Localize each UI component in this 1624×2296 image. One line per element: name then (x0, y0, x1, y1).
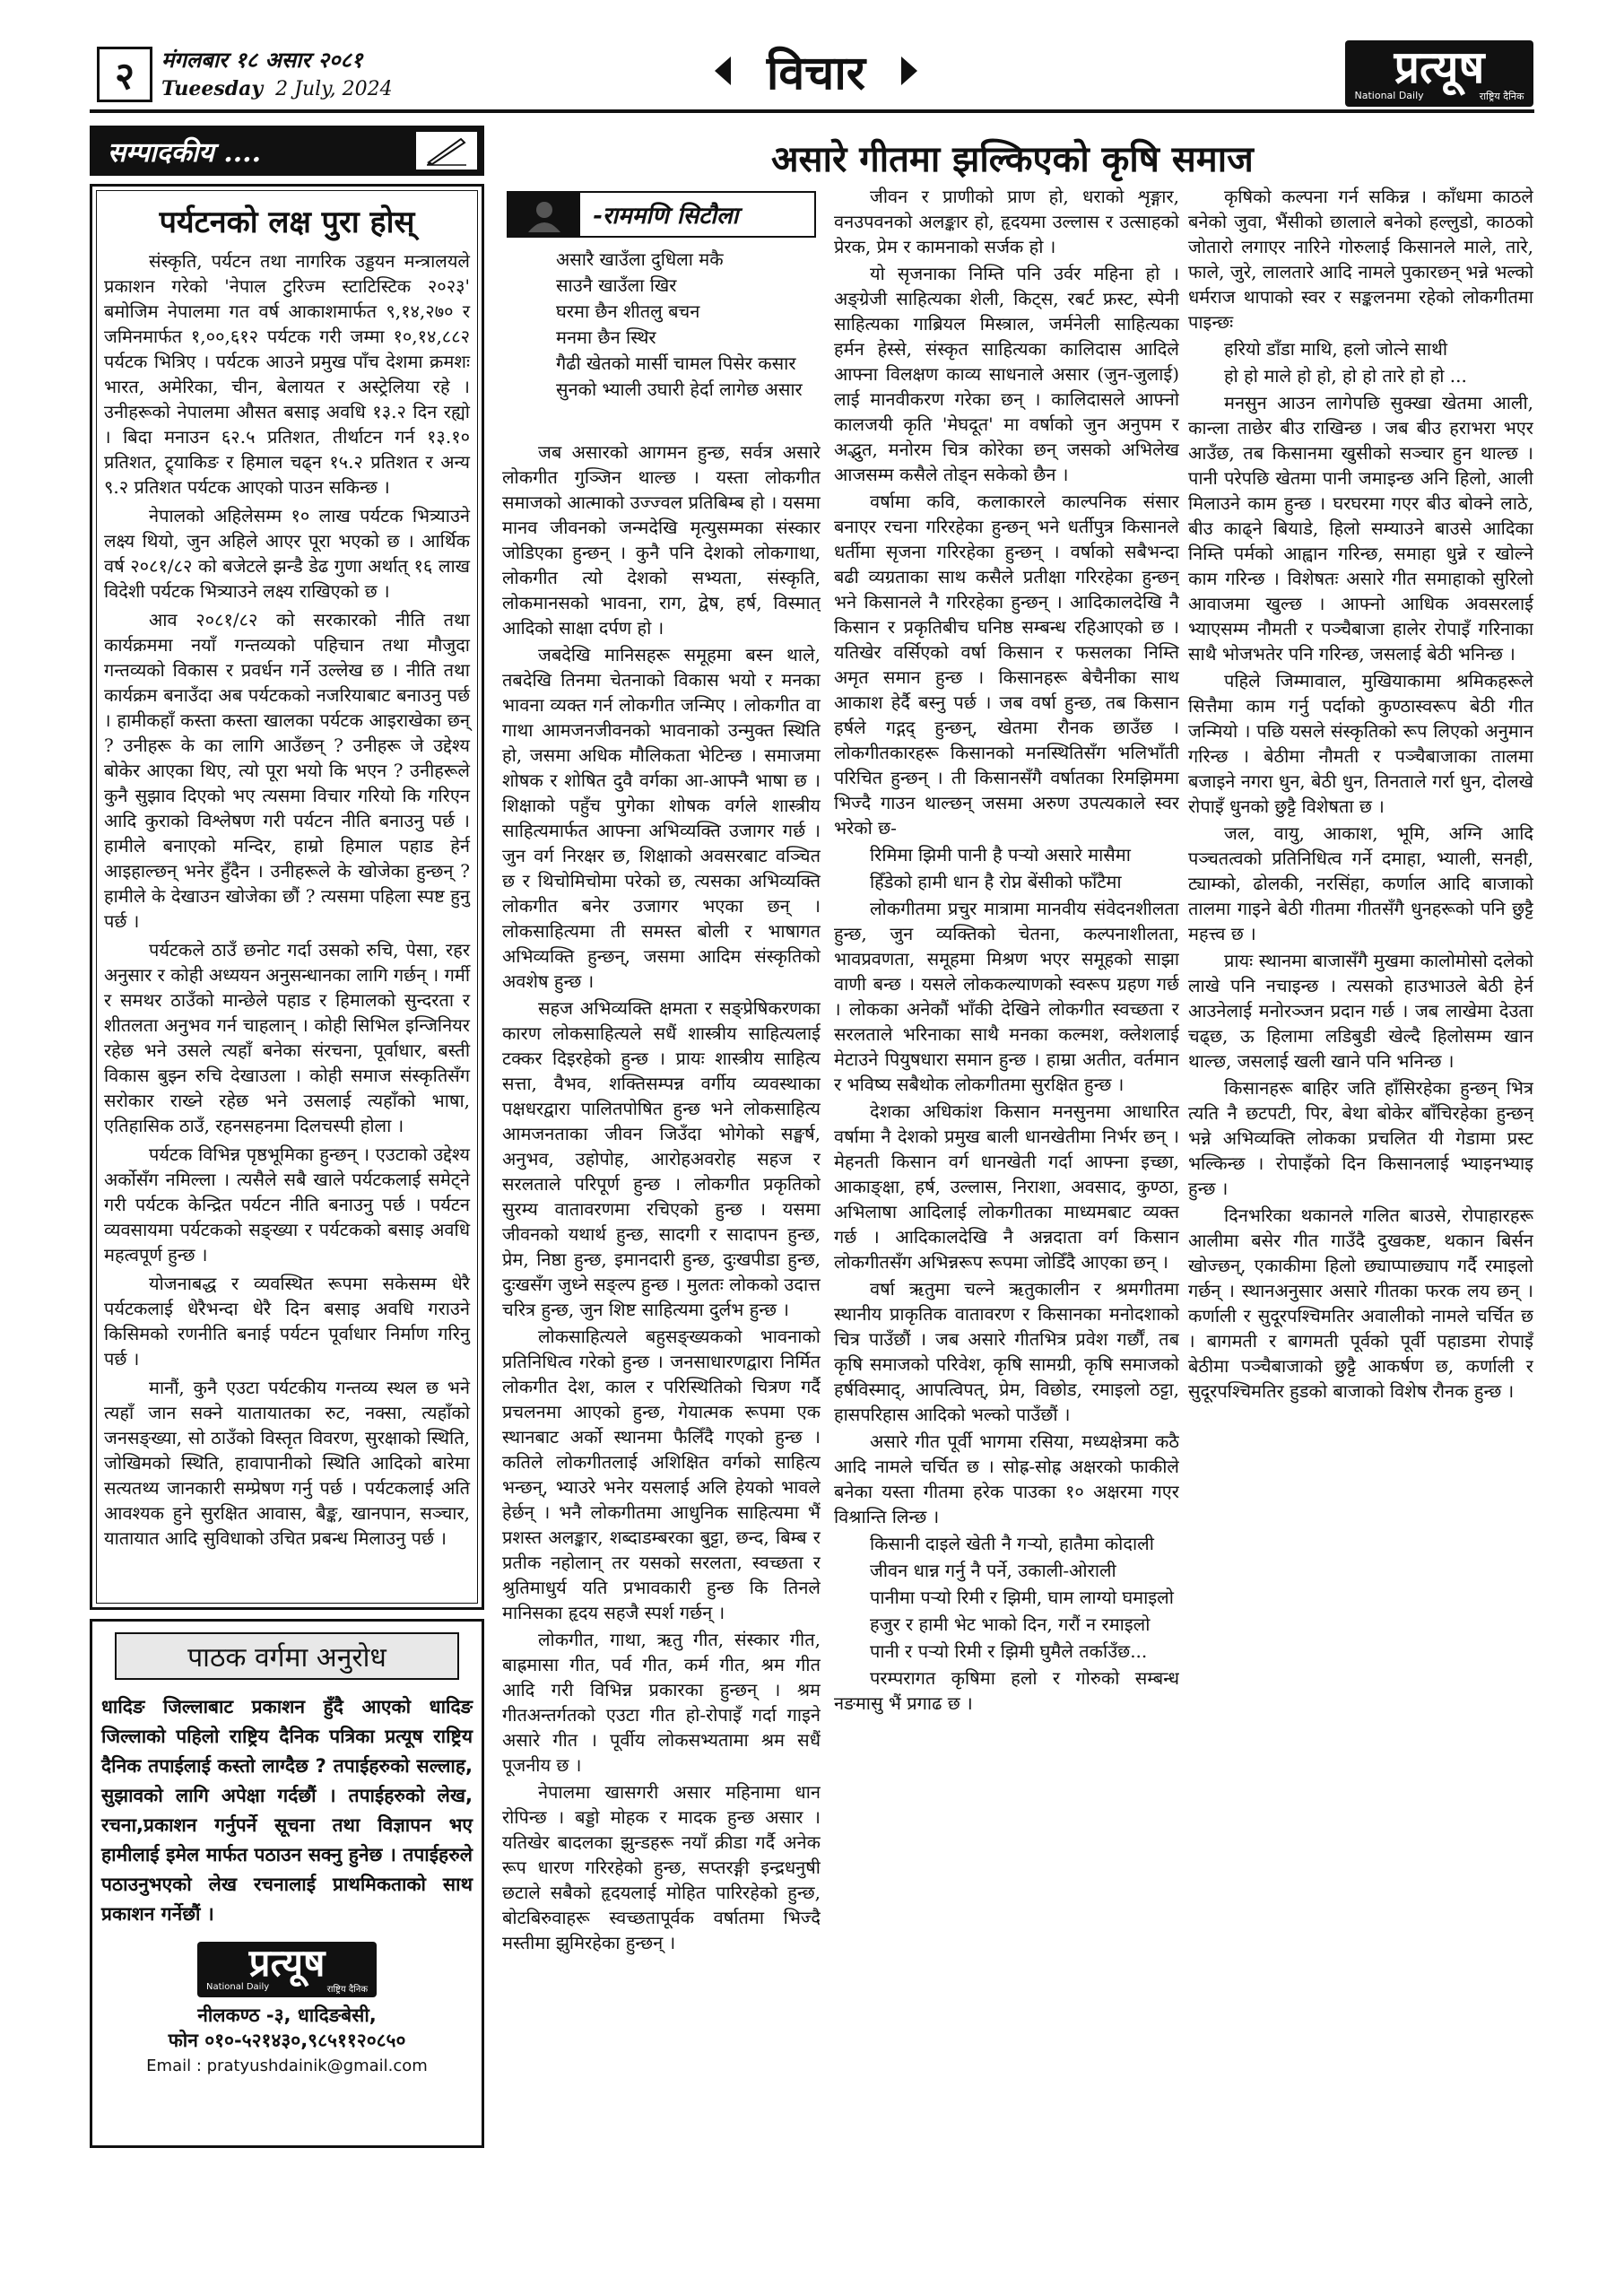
editorial-box (90, 184, 484, 1610)
article-paragraph: परम्परागत कृषिमा हलो र गोरुको सम्बन्ध नङमासु भैं प्रगाढ छ । (834, 1667, 1179, 1714)
poem-line: सुनको भ्याली उघारी हेर्दा लागेछ असार (556, 378, 803, 400)
section-header (664, 36, 968, 106)
author-photo (508, 193, 580, 236)
editorial-paragraph: मानौं, कुनै एउटा पर्यटकीय गन्तव्य स्थल छ भने त्यहाँ जान सक्ने यातायातका रुट, नक्सा, त्यहाँको जनसङ्ख्या, सो ठाउँको विस्तृत विवरण, सुरक्षाको स्थिति, जोखिमको स्थिति, हावापानीको स्थिति आदिको बारेमा सत्यतथ्य जानकारी सम्प्रेषण गर्नु पर्छ । पर्यटकलाई अति आवश्यक हुने सुरक्षित आवास, बैङ्क, खानपान, सञ्चार, यातायात आदि सुविधाको उचित प्रबन्ध मिलाउनु पर्छ । (104, 1377, 470, 1549)
poem-line: मनमा छैन स्थिर (556, 326, 656, 348)
logo-sub-en: National Daily (1354, 89, 1424, 101)
article-paragraph: वर्षा ऋतुमा चल्ने ऋतुकालीन र श्रमगीतमा स्थानीय प्राकृतिक वातावरण र किसानका मनोदशाको चित्र पाउँछौं । जब असारे गीतभित्र प्रवेश गर्छौं, तब कृषि समाजको परिवेश, कृषि सामग्री, कृषि समाजको हर्षविस्माद्, आपत्विपत्, प्रेम, विछोड, रमाइलो ठट्टा, हासपरिहास आदिको भल्को पाउँछौं । (834, 1278, 1179, 1425)
article-paragraph: दिनभरिका थकानले गलित बाउसे, रोपाहारहरू आलीमा बसेर गीत गाउँदै दुखकष्ट, थकान बिर्सन खोज्छन्, एकाकीमा हिलो छ्याप्पाछ्याप गर्दै रमाइलो गर्छन् । स्थानअनुसार असारे गीतका फरक लय छन् । कर्णाली र सुदूरपश्चिमतिर अवालीको नामले चर्चित छ । बागमती र बागमती पूर्वको पूर्वी पहाडमा रोपाइँ बेठीमा पञ्चैबाजाको छुट्टै आकर्षण छ, कर्णाली र सुदूरपश्चिमतिर हुडको बाजाको विशेष रौनक हुन्छ । (1188, 1205, 1533, 1402)
article-paragraph: पहिले जिम्मावाल, मुखियाकामा श्रमिकहरूले सित्तैमा काम गर्नु पर्दाको कुण्ठास्वरूप बेठी गीत जन्मियो । पछि यसले संस्कृतिको रूप लिएको अनुमान गरिन्छ । बेठीमा नौमती र पञ्चैबाजाका तालमा बजाइने नगरा धुन, बेठी धुन, तिनताले गर्रा धुन, दोलखे रोपाइँ धुनको छुट्टै विशेषता छ । (1188, 670, 1533, 817)
editorial-paragraph: संस्कृति, पर्यटन तथा नागरिक उड्डयन मन्त्रालयले प्रकाशन गरेको 'नेपाल टुरिज्म स्टाटिस्टिक २०२३' बमोजिम नेपालमा गत वर्ष आकाशमार्फत ९,१४,२७० र जमिनमार्फत १,००,६१२ पर्यटक गरी जम्मा १०,१४,८८२ पर्यटक भित्रिए । पर्यटक आउने प्रमुख पाँच देशमा क्रमशः भारत, अमेरिका, चीन, बेलायत र अस्ट्रेलिया रहे । उनीहरूको नेपालमा औसत बसाइ अवधि १३.२ दिन रह्यो । बिदा मनाउन ६२.५ प्रतिशत, तीर्थाटन गर्न १३.१० प्रतिशत, ट्र्याकिङ र हिमाल चढ्न १५.२ प्रतिशत र अन्य ९.२ प्रतिशत पर्यटक आएको पाउन सकिन्छ । (104, 250, 470, 498)
date-english (161, 77, 393, 100)
article-paragraph: जब असारको आगमन हुन्छ, सर्वत्र असारे लोकगीत गुञ्जिन थाल्छ । यस्ता लोकगीत समाजको आत्माको उज्ज्वल प्रतिबिम्ब हो । यसमा मानव जीवनको जन्मदेखि मृत्युसम्मका संस्कार जोडिएका हुन्छन् । कुनै पनि देशको लोकगाथा, लोकगीत त्यो देशको सभ्यता, संस्कृति, लोकमानसको भावना, राग, द्वेष, हर्ष, विस्मात् आदिको साक्षा दर्पण हो । (502, 441, 821, 639)
section-title: विचार (766, 46, 866, 100)
article-paragraph: वर्षामा कवि, कलाकारले काल्पनिक संसार बनाएर रचना गरिरहेका हुन्छन् भने धर्तीपुत्र किसानले धर्तीमा सृजना गरिरहेका हुन्छन् । वर्षाको सबैभन्दा बढी व्यग्रताका साथ कसैले प्रतीक्षा गरिरहेका हुन्छन् भने किसानले नै गरिरहेका हुन्छन् । आदिकालदेखि नै किसान र प्रकृतिबीच घनिष्ठ सम्बन्ध रहिआएको छ । यतिखेर वर्सिएको वर्षा किसान र फसलका निम्ति अमृत समान हुन्छ । किसानहरू बेचैनीका साथ आकाश हेर्दै बस्नु पर्छ । जब वर्षा हुन्छ, तब किसान हर्षले गद्गद् हुन्छन्, खेतमा रौनक छाउँछ । लोकगीतकारहरू किसानको मनस्थितिसँग भलिभाँती परिचित हुन्छन् । ती किसानसँगै वर्षातका रिमझिममा भिज्दै गाउन थाल्छन् जसमा अरुण उपत्यकाले स्वर भरेको छ- (834, 491, 1179, 839)
header-rule (90, 109, 1534, 113)
page-number: २ (97, 47, 152, 102)
article-paragraph: जीवन र प्राणीको प्राण हो, धराको शृङ्गार, वनउपवनको अलङ्कार हो, हृदयमा उल्लास र उत्साहको प्रेरक, प्रेम र कामनाको सर्जक हो । (834, 186, 1179, 257)
editorial-paragraph: योजनाबद्ध र व्यवस्थित रूपमा सकेसम्म धेरै पर्यटकलाई धेरैभन्दा धेरै दिन बसाइ अवधि गराउने किसिमको रणनीति बनाई पर्यटन पूर्वाधार निर्माण गरिनु पर्छ । (104, 1273, 470, 1370)
logo-name: प्रत्यूष (1394, 40, 1485, 93)
article-paragraph: नेपालमा खासगरी असार महिनामा धान रोपिन्छ । बड्डो मोहक र मादक हुन्छ असार । यतिखेर बादलका झुन्डहरू नयाँ क्रीडा गर्दै अनेक रूप धारण गरिरहेको हुन्छ, सप्तरङ्गी इन्द्रधनुषी छटाले सबैको हृदयलाई मोहित पारिरहेको हुन्छ, बोटबिरुवाहरू स्वच्छतापूर्वक वर्षातमा भिज्दै मस्तीमा झुमिरहेका हुन्छन् । (502, 1781, 821, 1953)
poem-line: साउनै खाउँला खिर (556, 274, 677, 296)
reader-request-title: पाठक वर्गमा अनुरोध (115, 1632, 459, 1680)
newspaper-logo-small (197, 1942, 377, 1997)
editorial-paragraph: पर्यटक विभिन्न पृष्ठभूमिका हुन्छन् । एउटाको उद्देश्य अर्कोसँग नमिल्ला । त्यसैले सबै खाले पर्यटकलाई समेट्ने गरी पर्यटक केन्द्रित पर्यटन नीति बनाउनु पर्छ । पर्यटन व्यवसायमा पर्यटकको सङ्ख्या र पर्यटकको बसाइ अवधि महत्वपूर्ण हुन्छ । (104, 1144, 470, 1265)
article-paragraph: सहज अभिव्यक्ति क्षमता र सङ्प्रेषिकरणका कारण लोकसाहित्यले सधैं शास्त्रीय साहित्यलाई टक्कर दिइरहेको हुन्छ । प्रायः शास्त्रीय साहित्य सत्ता, वैभव, शक्तिसम्पन्न वर्गीय व्यवस्थाका पक्षधरद्वारा पालितपोषित हुन्छ भने लोकसाहित्य आमजनताका जीवन जिउँदा भोगेको सङ्घर्ष, अनुभव, उहोपोह, आरोहअवरोह सहज र सरलताले परिपूर्ण हुन्छ । लोकगीत प्रकृतिको सुरम्य वातावरणमा रचिएको हुन्छ । यसमा जीवनको यथार्थ हुन्छ, सादगी र सादापन हुन्छ, प्रेम, निष्ठा हुन्छ, इमानदारी हुन्छ, दुःखपीडा हुन्छ, दुःखसँग जुध्ने सङ्ल्प हुन्छ । मुलतः लोकको उदात्त चरित्र हुन्छ, जुन शिष्ट साहित्यमा दुर्लभ हुन्छ । (502, 997, 821, 1320)
phone: फोन ०१०-५२१४३०,९८५११२०८५० (168, 2030, 406, 2051)
poem-line: असारै खाउँला दुधिला मकै (556, 248, 724, 270)
article-title: असारे गीतमा झल्किएको कृषि समाज (771, 139, 1254, 180)
day-english: Tueesday (161, 77, 264, 100)
poem-line: गैढी खेतको मार्सी चामल पिसेर कसार (556, 352, 796, 374)
email: Email : pratyushdainik@gmail.com (146, 2057, 428, 2075)
article-paragraph: प्रायः स्थानमा बाजासँगै मुखमा कालोमोसो दलेको लाखे पनि नचाइन्छ । त्यसको हाउभाउले बेठी हेर्न आउनेलाई मनोरञ्जन प्रदान गर्छ । जब लाखेमा देउता चढ्छ, ऊ हिलामा लडिबुडी खेल्दै हिलोसम्म खान थाल्छ, जसलाई खली खाने पनि भनिन्छ । (1188, 950, 1533, 1072)
article-column-1 (502, 439, 821, 2242)
opening-poem (556, 247, 825, 403)
arrow-right-icon (901, 57, 917, 85)
editorial-title: पर्यटनको लक्ष पुरा होस् (159, 204, 415, 240)
article-paragraph: देशका अधिकांश किसान मनसुनमा आधारित वर्षामा नै देशको प्रमुख बाली धानखेतीमा निर्भर छन् । मेहनती किसान वर्ग धानखेती गर्दा आफ्ना इच्छा, आकाङ्क्षा, हर्ष, उल्लास, निराशा, अवसाद, कुण्ठा, अभिलाषा आदिलाई लोकगीतका माध्यमबाट व्यक्त गर्छ । आदिकालदेखि नै अन्नदाता वर्ग किसान लोकगीतसँग अभिन्नरूप रूपमा जोडिँदै आएका छन् । (834, 1100, 1179, 1273)
author-name: -राममणि सिटौला (593, 203, 739, 230)
editorial-paragraph: नेपालको अहिलेसम्म १० लाख पर्यटक भित्र्याउने लक्ष्य थियो, जुन अहिले आएर पूरा भएको छ । आर्थिक वर्ष २०८१/८२ को बजेटले झन्डै डेढ गुणा अर्थात् १६ लाख विदेशी पर्यटक भित्र्याउने लक्ष्य राखिएको छ । (104, 505, 470, 602)
editorial-paragraph: पर्यटकले ठाउँ छनोट गर्दा उसको रुचि, पेसा, रहर अनुसार र कोही अध्ययन अनुसन्धानका लागि गर्छन् । गर्मी र समथर ठाउँको मान्छेले पहाड र हिमालको सुन्दरता र शीतलता अनुभव गर्न चाहलान् । कोही सिभिल इन्जिनियर रहेछ भने उसले त्यहाँ बनेका संरचना, पूर्वाधार, बस्ती विकास बुझ्न रुचि देखाउला । कोही समाज संस्कृतिसँग सरोकार राख्ने रहेछ भने उसलाई त्यहाँको भाषा, एतिहासिक ठाउँ, रहनसहनमा दिलचस्पी होला । (104, 939, 470, 1136)
arrow-left-icon (715, 57, 731, 85)
logo-sub-np: राष्ट्रिय दैनिक (1479, 90, 1524, 102)
editorial-paragraph: आव २०८१/८२ को सरकारको नीति तथा कार्यक्रममा नयाँ गन्तव्यको पहिचान तथा मौजुदा गन्तव्यको विकास र प्रवर्धन गर्ने उल्लेख छ । नीति तथा कार्यक्रम बनाउँदा अब पर्यटकको नजरियाबाट बनाउनु पर्छ । हामीकहाँ कस्ता कस्ता खालका पर्यटक आइराखेका छन् ? उनीहरू के का लागि आउँछन् ? उनीहरू जे उद्देश्य बोकेर आएका थिए, त्यो पूरा भयो कि भएन ? उनीहरूले कुनै सुझाव दिएको भए त्यसमा विचार गरियो कि गरिएन आदि कुराको विश्लेषण गरी पर्यटन नीति बनाउनु पर्छ । हामीले बनाएको मन्दिर, हाम्रो हिमाल पहाड हेर्न आइहाल्छन् भनेर हुँदैन । उनीहरूले के खोजेका हुन्छन् ? हामीले के देखाउन खोजेका छौं ? त्यसमा पहिला स्पष्ट हुनु पर्छ । (104, 609, 470, 932)
article-paragraph: मनसुन आउन लागेपछि सुक्खा खेतमा आली, कान्ला ताछेर बीउ राखिन्छ । जब बीउ हराभरा भएर आउँछ, तब किसानमा खुसीको सञ्चार हुन थाल्छ । पानी परेपछि खेतमा पानी जमाइन्छ अनि हिलो, आली मिलाउने काम हुन्छ । घरघरमा गएर बीउ बोक्ने लाठे, बीउ काढ्ने बियाडे, हिलो सम्याउने बाउसे आदिका निम्ति पर्मको आह्वान गरिन्छ, समाहा धुन्ने र खोल्ने काम गरिन्छ । विशेषतः असारे गीत समाहाको सुरिलो आवाजमा खुल्छ । आफ्नो आधिक अवसरलाई भ्याएसम्म नौमती र पञ्चैबाजा हालेर रोपाइँ गरिनाका साथै भोजभतेर पनि गरिन्छ, जसलाई बेठी भनिन्छ । (1188, 392, 1533, 665)
verse-line: हो हो माले हो हो, हो हो तारे हो हो ... (1224, 365, 1467, 387)
verse-line: रिमिमा झिमी पानी है पऱ्यो असारे मासैमा (870, 844, 1131, 865)
editorial-banner-text: सम्पादकीय .... (108, 136, 262, 169)
verse-line: पानीमा पऱ्यो रिमी र झिमी, घाम लाग्यो घमाइलो (870, 1587, 1174, 1608)
address: नीलकण्ठ -३, धादिङबेसी, (197, 2005, 377, 2026)
date-english-text: 2 July, 2024 (275, 78, 393, 100)
article-paragraph: यो सृजनाका निम्ति पनि उर्वर महिना हो । अङ्ग्रेजी साहित्यका शेली, किट्स, रबर्ट फ्रस्ट, स्पेनी साहित्यका गाब्रियल मिस्त्राल, जर्मनेली साहित्यका हर्मन हेस्से, संस्कृत साहित्यका कालिदास आदिले आफ्ना विलक्षण काव्य साधनाले असार (जुन-जुलाई) लाई मानवीकरण गरेका छन् । कालिदासले आफ्नो कालजयी कृति 'मेघदूत' मा वर्षाको जुन अनुपम र अद्भुत, मनोरम चित्र कोरेका छन् जसको अभिलेख आजसम्म कसैले तोड्न सकेको छैन । (834, 263, 1179, 485)
verse-line: हजुर र हामी भेट भाको दिन, गरौं न रमाइलो (870, 1613, 1151, 1635)
reader-request-text: धादिङ जिल्लाबाट प्रकाशन हुँदै आएको धादिङ जिल्लाको पहिलो राष्ट्रिय दैनिक पत्रिका प्रत्यूष राष्ट्रिय दैनिक तपाईलाई कस्तो लाग्दैछ ? तपाईहरुको सल्लाह, सुझावको लागि अपेक्षा गर्दछौं । तपाईहरुको लेख, रचना,प्रकाशन गर्नुपर्ने सूचना तथा विज्ञापन भए हामीलाई इमेल मार्फत पठाउन सक्नु हुनेछ । तपाईहरुले पठाउनुभएको लेख रचनालाई प्राथमिकताको साथ प्रकाशन गर्नेछौं । (101, 1696, 473, 1925)
article-paragraph: लोकगीत, गाथा, ऋतु गीत, संस्कार गीत, बाह्रमासा गीत, पर्व गीत, कर्म गीत, श्रम गीत आदि गरी विभिन्न प्रकारका हुन्छन् । श्रम गीतअन्तर्गतको एउटा गीत हो-रोपाइँ गर्दा गाइने असारे गीत । पूर्वीय लोकसभ्यतामा श्रम सधैं पूजनीय छ । (502, 1629, 821, 1776)
verse-line: हरियो डाँडा माथि, हलो जोत्ने साथी (1224, 338, 1448, 360)
newspaper-logo (1345, 40, 1533, 107)
article-column-3 (1188, 184, 1533, 2247)
logo-sub-np: राष्ट्रिय दैनिक (326, 1985, 368, 1995)
article-paragraph: जबदेखि मानिसहरू समूहमा बस्न थाले, तबदेखि तिनमा चेतनाको विकास भयो र मनका भावना व्यक्त गर्न लोकगीत जन्मिए । लोकगीत वा गाथा आमजनजीवनको भावनाको उन्मुक्त स्थिति हो, जसमा अधिक मौलिकता भेटिन्छ । समाजमा शोषक र शोषित दुवै वर्गका आ-आफ्नै भाषा छ । शिक्षाको पहुँच पुगेका शोषक वर्गले शास्त्रीय साहित्यमार्फत आफ्ना अभिव्यक्ति उजागर गर्छ । जुन वर्ग निरक्षर छ, शिक्षाको अवसरबाट वञ्चित छ र थिचोमिचोमा परेको छ, त्यसका अभिव्यक्ति लोकगीत बनेर उजागर भएका छन् । लोकसाहित्यमा ती समस्त बोली र भाषागत अभिव्यक्ति हुन्छन्, जसमा आदिम संस्कृतिको अवशेष हुन्छ । (502, 644, 821, 992)
article-paragraph: लोकसाहित्यले बहुसङ्ख्यकको भावनाको प्रतिनिधित्व गरेको हुन्छ । जनसाधारणद्वारा निर्मित लोकगीत देश, काल र परिस्थितिको चित्रण गर्दै प्रचलनमा आएको हुन्छ, गेयात्मक रूपमा एक स्थानबाट अर्को स्थानमा फैलिँदै गएको हुन्छ । कतिले लोकगीतलाई अशिक्षित वर्गको साहित्य भन्छन्, भ्याउरे भनेर यसलाई अलि हेयको भावले हेर्छन् । भनै लोकगीतमा आधुनिक साहित्यमा भैं प्रशस्त अलङ्कार, शब्दाडम्बरका बुट्टा, छन्द, बिम्ब र प्रतीक नहोलान् तर यसको सरलता, स्वच्छता र श्रुतिमाधुर्य यति प्रभावकारी हुन्छ कि तिनले मानिसका हृदय सहजै स्पर्श गर्छन् । (502, 1326, 821, 1623)
article-paragraph: कृषिको कल्पना गर्न सकिन्न । काँधमा काठले बनेको जुवा, भैंसीको छालाले बनेको हल्लुडो, काठको जोतारो लगाएर नारिने गोरुलाई किसानले माले, तारे, फाले, जुरे, लालतारे आदि नामले पुकारछन् भन्ने भल्को धर्मराज थापाको स्वर र सङ्कलनमा रहेको लोकगीतमा पाइन्छः (1188, 186, 1533, 333)
pen-icon (414, 130, 479, 171)
article-paragraph: लोकगीतमा प्रचुर मात्रामा मानवीय संवेदनशीलता हुन्छ, जुन व्यक्तिको चेतना, कल्पनाशीलता, भावप्रवणता, समूहमा मिश्रण भएर समूहको साझा वाणी बन्छ । यसले लोककल्याणको स्वरूप ग्रहण गर्छ । लोकका अनेकौं भाँकी देखिने लोकगीत स्वच्छता र सरलताले भरिनाका साथै मनका कल्मश, क्लेशलाई मेटाउने पियुषधारा समान हुन्छ । हाम्रा अतीत, वर्तमान र भविष्य सबैथोक लोकगीतमा सुरक्षित हुन्छ । (834, 898, 1179, 1095)
article-paragraph: जल, वायु, आकाश, भूमि, अग्नि आदि पञ्चतत्वको प्रतिनिधित्व गर्ने दमाहा, भ्याली, सनही, ट्याम्को, ढोलकी, नरसिंहा, कर्णाल आदि बाजाको तालमा गाइने बेठी गीतमा गीतसँगै धुनहरूको पनि छुट्टै महत्त्व छ । (1188, 822, 1533, 944)
verse-line: पानी र पऱ्यो रिमी र झिमी घुमैले तर्काउँछ... (870, 1640, 1148, 1662)
poem-line: घरमा छैन शीतलु बचन (556, 300, 700, 322)
verse-line: किसानी दाइले खेती नै गऱ्यो, हातैमा कोदाली (870, 1533, 1154, 1554)
article-paragraph: असारे गीत पूर्वी भागमा रसिया, मध्यक्षेत्रमा कठै आदि नामले चर्चित छ । सोह्र-सोह्र अक्षरको फाकीले बनेका यस्ता गीतमा हरेक पाउका १० अक्षरमा गएर विश्रान्ति लिन्छ । (834, 1431, 1179, 1527)
reader-request-box (90, 1619, 484, 2148)
verse-line: हिँडेको हामी धान है रोप्न बेंसीको फाँटैमा (870, 871, 1122, 892)
author-box (507, 191, 816, 238)
article-paragraph: किसानहरू बाहिर जति हाँसिरहेका हुन्छन् भित्र त्यति नै छटपटी, पिर, बेथा बोकेर बाँचिरहेका हुन्छन् भन्ने अभिव्यक्ति लोकका प्रचलित यी गेडामा प्रस्ट भल्किन्छ । रोपाइँको दिन किसानलाई भ्याइनभ्याइ हुन्छ । (1188, 1077, 1533, 1199)
verse-line: जीवन धान्न गर्नु नै पर्ने, उकाली-ओराली (870, 1560, 1116, 1581)
logo-sub-en: National Daily (206, 1982, 270, 1992)
date-nepali: मंगलबार १८ असार २०८१ (161, 47, 363, 73)
article-column-2 (834, 184, 1179, 2247)
logo-name: प्रत्यूष (248, 1941, 326, 1985)
